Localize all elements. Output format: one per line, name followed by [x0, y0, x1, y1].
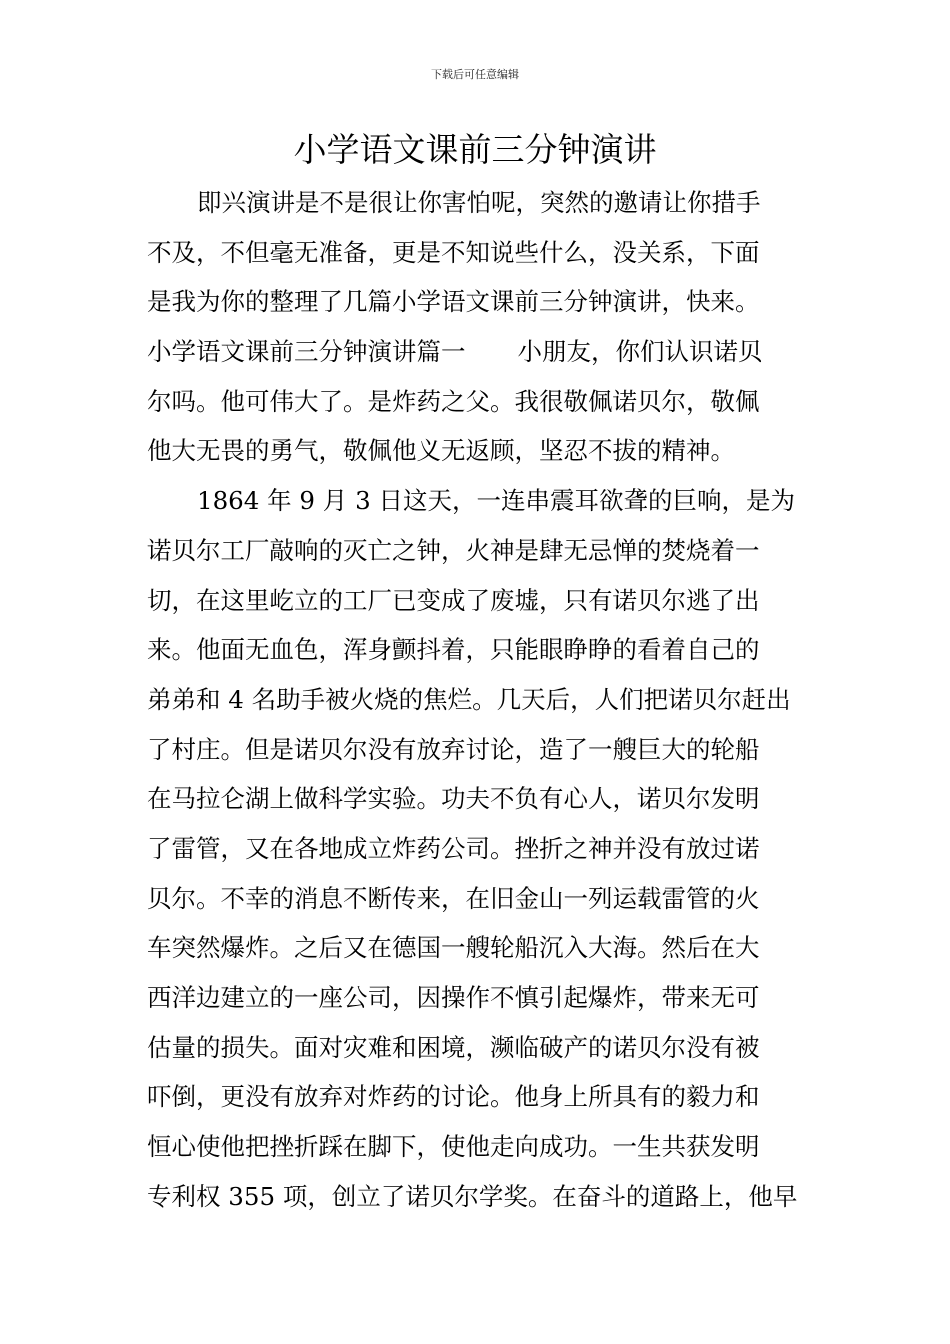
intro-line: 是我为你的整理了几篇小学语文课前三分钟演讲，快来。 [147, 287, 760, 317]
paragraph-line: 车突然爆炸。之后又在德国一艘轮船沉入大海。然后在大 [147, 933, 760, 963]
paragraph-line: 估量的损失。面对灾难和困境，濒临破产的诺贝尔没有被 [147, 1032, 760, 1062]
document-title: 小学语文课前三分钟演讲 [293, 130, 657, 169]
paragraph-line: 了雷管，又在各地成立炸药公司。挫折之神并没有放过诺 [147, 833, 760, 863]
paragraph-line: 贝尔。不幸的消息不断传来，在旧金山一列运载雷管的火 [147, 883, 760, 913]
paragraph-line: 诺贝尔工厂敲响的灭亡之钟，火神是肆无忌惮的焚烧着一 [147, 535, 760, 565]
section-heading-line [147, 327, 807, 377]
section-line: 尔吗。他可伟大了。是炸药之父。我很敬佩诺贝尔，敬佩 [147, 386, 760, 416]
paragraph-line: 吓倒，更没有放弃对炸药的讨论。他身上所具有的毅力和 [147, 1082, 760, 1112]
paragraph-line: 了村庄。但是诺贝尔没有放弃讨论，造了一艘巨大的轮船 [147, 734, 760, 764]
paragraph-line: 在马拉仑湖上做科学实验。功夫不负有心人，诺贝尔发明 [147, 784, 760, 814]
paragraph-line: 专利权 355 项，创立了诺贝尔学奖。在奋斗的道路上，他早 [147, 1181, 798, 1211]
paragraph-line: 弟弟和 4 名助手被火烧的焦烂。几天后，人们把诺贝尔赶出 [147, 684, 791, 714]
section-first-line-text: 小朋友，你们认识诺贝 [517, 337, 763, 367]
paragraph-line: 恒心使他把挫折踩在脚下，使他走向成功。一生共获发明 [147, 1132, 760, 1162]
paragraph-line: 来。他面无血色，浑身颤抖着，只能眼睁睁的看着自己的 [147, 635, 760, 665]
paragraph-line: 切，在这里屹立的工厂已变成了废墟，只有诺贝尔逃了出 [147, 585, 760, 615]
paragraph-line: 1864 年 9 月 3 日这天，一连串震耳欲聋的巨响，是为 [197, 486, 795, 516]
intro-line: 不及，不但毫无准备，更是不知说些什么，没关系，下面 [147, 237, 760, 267]
document-body [147, 178, 807, 1221]
paragraph-line: 西洋边建立的一座公司，因操作不慎引起爆炸，带来无可 [147, 983, 760, 1012]
section-line: 他大无畏的勇气，敬佩他义无返顾，坚忍不拔的精神。 [147, 436, 735, 466]
download-note: 下载后可任意编辑 [431, 68, 519, 81]
intro-line: 即兴演讲是不是很让你害怕呢，突然的邀请让你措手 [197, 188, 761, 217]
section-heading: 小学语文课前三分钟演讲篇一 [147, 337, 466, 367]
